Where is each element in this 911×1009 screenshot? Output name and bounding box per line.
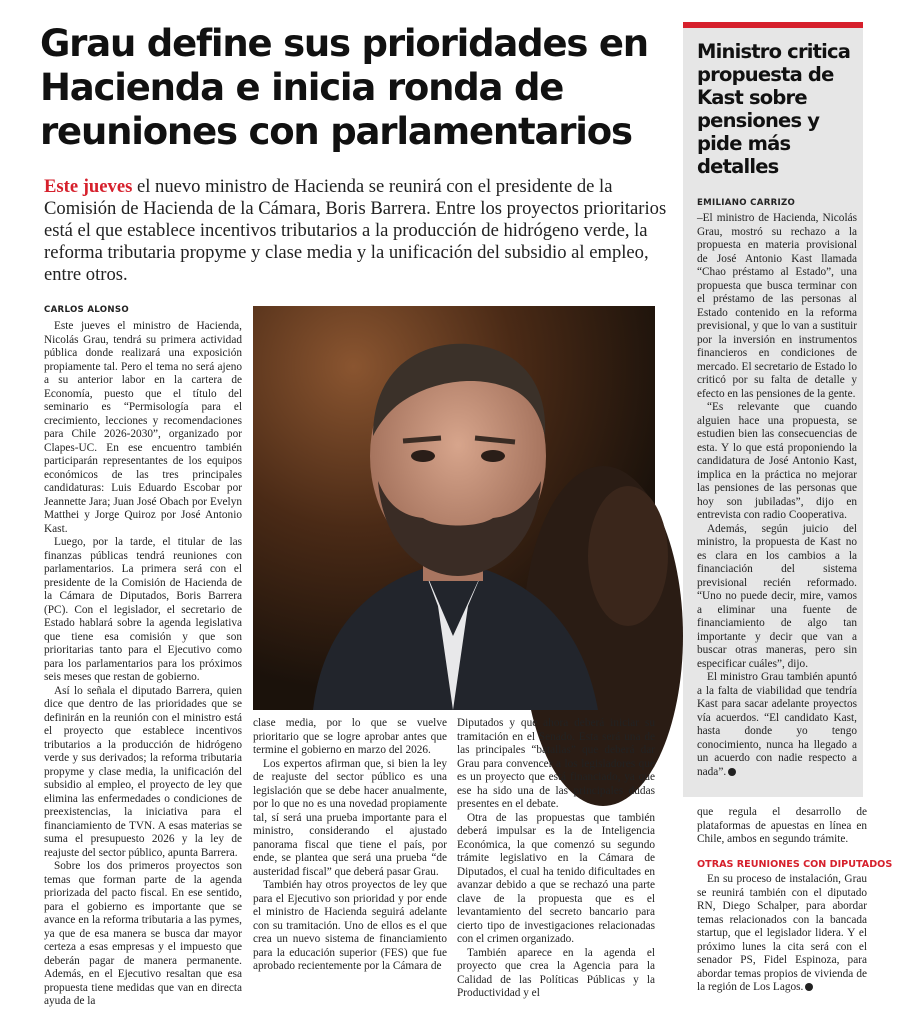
paragraph: También aparece en la agenda el proyecto que crea la Agencia para la Calidad de las Políticas Públicas y la Productividad y el	[457, 946, 655, 999]
portrait-illustration	[253, 306, 655, 710]
paragraph-text: En su proceso de instalación, Grau se reunirá también con el diputado RN, Diego Schalper, para abordar temas relacionados con la bancada startup, que el legislador lidera. Y el próximo lunes la cita será con el senador PS, Fidel Espinoza, para abordar temas propios de vivienda de la región de Los Lagos.	[697, 873, 867, 993]
paragraph	[697, 671, 857, 779]
sidebar-byline: EMILIANO CARRIZO	[697, 198, 796, 208]
paragraph: –El ministro de Hacienda, Nicolás Grau, mostró su rechazo a la propuesta en materia provisional de José Antonio Kast llamada “Chao préstamo al Estado”, una propuesta que busca terminar con el préstamo de las personas al Estado contenido en la reforma previsional, y que lo van a sustituir por la inversión en instrumentos financieros en condiciones de mercado. El secretario de Estado lo criticó por su falta de detalle y efecto en las pensiones de la gente.	[697, 212, 857, 400]
column-4	[697, 873, 867, 995]
sidebar-accent-rule	[683, 22, 863, 28]
lead-highlight: Este jueves	[44, 176, 133, 197]
column-1	[44, 320, 242, 1009]
paragraph: “Es relevante que cuando alguien hace una propuesta, se estudien bien las consecuencias de esta. Y lo que está proponiendo la candidatura de José Antonio Kast, implica en la práctica no mejorar las pensiones de las personas que hoy son jubiladas”, dijo en entrevista con radio Cooperativa.	[697, 401, 857, 521]
minister-photo	[253, 306, 655, 710]
paragraph: clase media, por lo que se vuelve prioritario que se logre aprobar antes que termine el gobierno en marzo del 2026.	[253, 717, 447, 756]
paragraph: Luego, por la tarde, el titular de las finanzas públicas tendrá reuniones con parlamentarios. La primera será con el presidente de la Comisión de Hacienda de la Cámara de Diputados, Boris Barrera (PC). Con el legislador, el secretario de Estado hablará sobre la agenda legislativa que tiene esa comisión y que son prioritarias tanto para el Ejecutivo como para los parlamentarios para los próximos seis meses que restan de gobierno.	[44, 536, 242, 683]
column-3	[457, 717, 655, 1001]
end-mark-icon	[805, 983, 813, 991]
sidebar-title: Ministro critica propuesta de Kast sobre pensiones y pide más detalles	[697, 40, 851, 178]
column-2	[253, 717, 447, 974]
paragraph: Diputados y que ahora deberá iniciar su tramitación en el Senado. Esta será una de las principales “batallas” que deberá dar Grau para convencer a los legisladores que es un proyecto que está financiado, ya que ese ha sido una de las principales dudas presentes en el debate.	[457, 717, 655, 810]
paragraph: Otra de las propuestas que también deberá impulsar es la de Inteligencia Económica, la que comenzó su segundo trámite legislativo en la Cámara de Diputados, el cual ha tenido dificultades en avanzar debido a que se rechazó una parte clave de la propuesta que es el levantamiento del secreto bancario para cierto tipo de investigaciones relacionadas con el crimen organizado.	[457, 811, 655, 945]
paragraph	[697, 873, 867, 995]
headline: Grau define sus prioridades en Hacienda e inicia ronda de reuniones con parlamentarios	[40, 22, 648, 153]
paragraph: que regula el desarrollo de plataformas de apuestas en línea en Chile, ambos en segundo trámite.	[697, 806, 867, 845]
paragraph: También hay otros proyectos de ley que para el Ejecutivo son prioridad y por ende el ministro de Hacienda seguirá adelante con su tramitación. Uno de ellos es el que crea un nuevo sistema de financiamiento para la educación superior (FES) que fue aprobado recientemente por la Cámara de	[253, 879, 447, 972]
lead-paragraph	[44, 176, 674, 286]
sidebar-body	[697, 212, 857, 779]
paragraph: Este jueves el ministro de Hacienda, Nicolás Grau, tendrá su primera actividad pública donde realizará una exposición propiamente tal. Pero el tema no será ajeno a su anterior labor en la cartera de Economía, puesto que el título del seminario es “Permisología para el crecimiento, lecciones y recomendaciones para Chile 2026-2030”, organizado por Clapes-UC. En ese encuentro también participarán representantes de los equipos económicos de las tres principales candidaturas: Luis Eduardo Escobar por Jeannette Jara; Juan José Obach por Evelyn Matthei y Jorge Quiroz por José Antonio Kast.	[44, 320, 242, 535]
section-subhead: OTRAS REUNIONES CON DIPUTADOS	[697, 859, 893, 870]
paragraph: Sobre los dos primeros proyectos son temas que forman parte de la agenda priorizada del pacto fiscal. En ese sentido, para el gobierno es importante que se avance en la reforma tributaria a las pymes, ya que de esa manera se busca dar mayor certeza a esas empresas y el impuesto que deberán pagar de manera permanente. Además, en el Ejecutivo resaltan que esa propuesta tiene medidas que van en directa ayuda de la	[44, 860, 242, 1007]
paragraph-text: El ministro Grau también apuntó a la falta de viabilidad que tendría Kast para sacar adelante proyectos vía acuerdos. “El candidato Kast, hasta donde yo tengo conocimiento, nunca ha llegado a un acuerdo con nadie respecto a nada”.	[697, 671, 857, 778]
paragraph: Así lo señala el diputado Barrera, quien dice que dentro de las prioridades que se definirán en la reunión con el ministro está el proyecto que establece incentivos tributarios a la producción de hidrógeno verde y sus derivados; la reforma tributaria propyme y clase media, la unificación del subsidio al empleo, el proyecto de ley que elimina las enfermedades o condiciones de preexistencias, la iniciativa para el financiamiento de TVN. A esas materias se suma el presupuesto 2026 y la ley de reajuste del sector público, apunta Barrera.	[44, 684, 242, 859]
lead-text: el nuevo ministro de Hacienda se reunirá con el presidente de la Comisión de Hacienda de la Cámara, Boris Barrera. Entre los proyectos prioritarios está el que establece incentivos tributarios a la producción de hidrógeno verde, la reforma tributaria propyme y clase media y la unificación del subsidio al empleo, entre otros.	[44, 176, 667, 285]
paragraph: Los expertos afirman que, si bien la ley de reajuste del sector público es una legislación que se debe hacer anualmente, por lo que no es una novedad propiamente tal, sí será una prueba importante para el ministro, considerando el ajustado panorama fiscal que tiene el país, por ende, se plantea que será una prueba “de austeridad fiscal” que deberá pasar Grau.	[253, 757, 447, 878]
byline: CARLOS ALONSO	[44, 305, 129, 315]
sidebar-box	[683, 22, 863, 797]
paragraph: Además, según juicio del ministro, la propuesta de Kast no es clara en los cambios a la financiación del sistema previsional recién reformado. “Uno no puede decir, mire, vamos a eliminar una fuente de financiamiento de algo tan importante y decir que van a buscar otras maneras, pero sin especificar cuáles”, dijo.	[697, 522, 857, 670]
column-4-top	[697, 806, 867, 847]
end-mark-icon	[728, 768, 736, 776]
